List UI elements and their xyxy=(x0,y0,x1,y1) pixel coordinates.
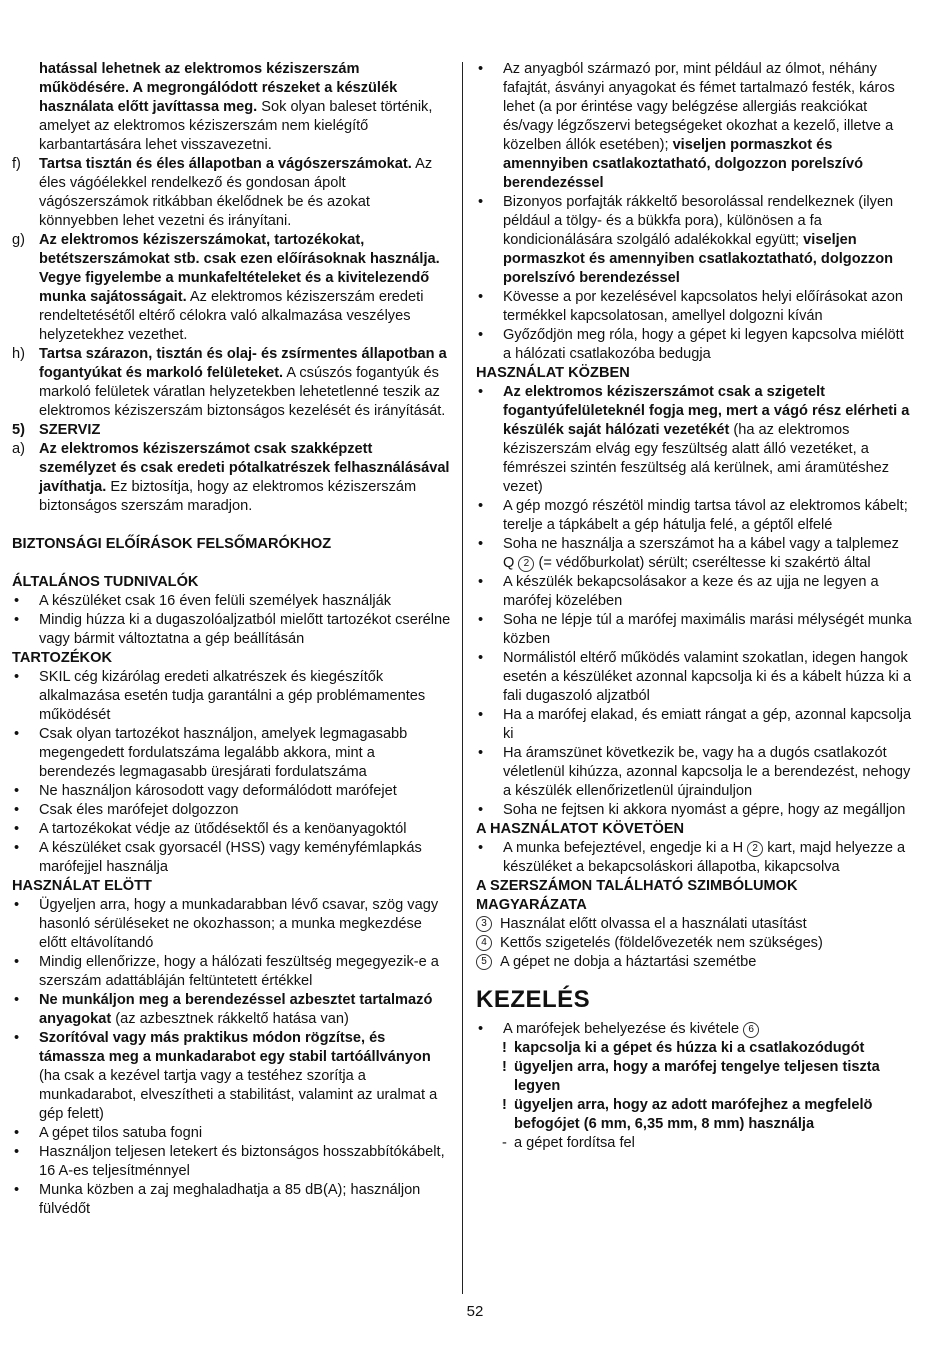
symbol-item: 5 A gépet ne dobja a háztartási szemétbe xyxy=(476,953,912,972)
exclamation-icon: ! xyxy=(502,1059,507,1075)
before-use-heading: HASZNÁLAT ELÖTT xyxy=(12,878,152,894)
list-item: • A marófejek behelyezése és kivétele 6 xyxy=(476,1020,912,1039)
symbol-item: 3 Használat előtt olvassa el a használati utasítást xyxy=(476,915,912,934)
list-item: • Bizonyos porfajták rákkeltő besorolással rendelkeznek (ilyen például a tölgy- és a bükkfa pora), különösen a fa kondicionálására szolgáló adalékokkal együtt; viseljen pormaszkot és amennyiben csatlakoztatható, dolgozzon porelszívó berendezéssel xyxy=(476,193,912,288)
warning-item: ! kapcsolja ki a gépet és húzza ki a csatlakozódugót xyxy=(502,1040,865,1056)
general-heading: ÁLTALÁNOS TUDNIVALÓK xyxy=(12,574,199,590)
list-item: • A gépet tilos satuba fogni xyxy=(12,1124,452,1143)
figure-reference-6: 6 xyxy=(743,1022,759,1038)
list-item: • A készüléket csak gyorsacél (HSS) vagy keményfémlapkás marófejjel használja xyxy=(12,839,452,877)
page-number: 52 xyxy=(466,1303,484,1320)
safety-heading: BIZTONSÁGI ELŐÍRÁSOK FELSŐMARÓKHOZ xyxy=(12,536,332,552)
accessories-heading: TARTOZÉKOK xyxy=(12,650,112,666)
list-item: • SKIL cég kizárólag eredeti alkatrészek és kiegészítők alkalmazása esetén tudja garantálni a gép problémamentes működését xyxy=(12,668,452,725)
list-item: • Ne használjon károsodott vagy deformálódott marófejet xyxy=(12,782,452,801)
service-heading: 5) SZERVIZ xyxy=(12,422,101,438)
list-item: • Az elektromos kéziszerszámot csak a szigetelt fogantyúfelületeknél fogja meg, mert a vágó rész elérheti a készülék saját hálózati vezetékét (ha az elektromos kéziszerszám elvág egy feszültség alatt álló vezetéket, a fémrészei szintén feszültség alá kerülnek, ami áramütéshez vezet) xyxy=(476,383,912,497)
list-item: • Az anyagból származó por, mint például az ólmot, néhány fafajtát, ásványi anyagokat és fémet tartalmazó festék, káros lehet (a por érintése vagy belégzése allergiás reakciókat és/vagy légzőszervi betegségeket okozhat a kezelő, illetve a közelben állók esetében); viseljen pormaszkot és amennyiben csatlakoztatható, dolgozzon porelszívó berendezéssel xyxy=(476,60,912,193)
list-item: • Kövesse a por kezelésével kapcsolatos helyi előírásokat azon termékkel kapcsolatosan, amellyel dolgozni kíván xyxy=(476,288,912,326)
list-item: • Ügyeljen arra, hogy a munkadarabban lévő csavar, szög vagy hasonló sérüléseket ne okozhasson; a munka megkezdése előtt eltávolítandó xyxy=(12,896,452,953)
list-item: • Szorítóval vagy más praktikus módon rögzítse, és támassza meg a munkadarabot egy stabil tartóállványon (ha csak a kezével tartja vagy a testéhez szorítja a munkadarabot, elveszítheti a stabilitást, valamint az uralmat a gép felett) xyxy=(12,1029,452,1124)
list-item: • Mindig húzza ki a dugaszolóaljzatból mielőtt tartozékot cserélne vagy bármit változtatna a gép beállításán xyxy=(12,611,452,649)
during-use-heading: HASZNÁLAT KÖZBEN xyxy=(476,365,630,381)
step-item: - a gépet fordítsa fel xyxy=(502,1135,635,1151)
warning-item: ! ügyeljen arra, hogy az adott marófejhez a megfelelö befogójet (6 mm, 6,35 mm, 8 mm) használja xyxy=(502,1097,873,1132)
list-item: • A készüléket csak 16 éven felüli személyek használják xyxy=(12,592,452,611)
symbol-item: 4 Kettős szigetelés (földelővezeték nem szükséges) xyxy=(476,934,912,953)
symbols-heading: A SZERSZÁMON TALÁLHATÓ SZIMBÓLUMOK MAGYARÁZATA xyxy=(476,878,798,913)
after-use-heading: A HASZNÁLATOT KÖVETÖEN xyxy=(476,821,685,837)
list-item: • Csak olyan tartozékot használjon, amelyek legmagasabb megengedett fordulatszáma legalább akkora, mint a berendezés legmagasabb üresjárati fordulatszáma xyxy=(12,725,452,782)
list-item: • Győződjön meg róla, hogy a gépet ki legyen kapcsolva miélött a hálózati csatlakozóba bedugja xyxy=(476,326,912,364)
list-item: • Mindig ellenőrizze, hogy a hálózati feszültség megegyezik-e a szerszám adattábláján feltüntetett értékkel xyxy=(12,953,452,991)
exclamation-icon: ! xyxy=(502,1097,507,1113)
rule-f: f) Tartsa tisztán és éles állapotban a vágószerszámokat. Az éles vágóélekkel rendelkező és gondosan ápolt vágószerszámok ritkábban ékelődnek be és azokat könnyebben lehet vezetni és irányítani. xyxy=(12,156,433,229)
list-item: • A munka befejeztével, engedje ki a H 2 kart, majd helyezze a készüléket a bekapcsoláskori állapotba, kikapcsolva xyxy=(476,839,912,877)
intro-paragraph: hatással lehetnek az elektromos kéziszerszám működésére. A megrongálódott részeket a készülék használata előtt javíttassa meg. Sok olyan baleset történik, amelyet az elektromos kéziszerszám nem kielégítő karbantartására lehet visszavezetni. xyxy=(39,61,433,153)
list-item: • Ha áramszünet következik be, vagy ha a dugós csatlakozót véletlenül kihúzza, azonnal kapcsolja le a berendezést, nehogy a készülék ellenőrizetlenül újrainduljon xyxy=(476,744,912,801)
list-item: • Soha ne fejtsen ki akkora nyomást a gépre, hogy az megálljon xyxy=(476,801,912,820)
list-item: • Soha ne lépje túl a marófej maximális marási mélységét munka közben xyxy=(476,611,912,649)
list-item: • Munka közben a zaj meghaladhatja a 85 dB(A); használjon fülvédőt xyxy=(12,1181,452,1219)
column-divider xyxy=(462,62,463,1294)
list-item: • A készülék bekapcsolásakor a keze és az ujja ne legyen a marófej közelében xyxy=(476,573,912,611)
service-rule-a: a) Az elektromos kéziszerszámot csak szakképzett személyzet és csak eredeti pótalkatrészek felhasználásával javíthatja. Ez biztosítja, hogy az elektromos kéziszerszám biztonságos szerszám maradjon. xyxy=(12,441,450,514)
figure-reference-icon: 3 xyxy=(476,916,492,932)
left-column xyxy=(12,60,452,1219)
figure-reference-icon: 4 xyxy=(476,935,492,951)
rule-g: g) Az elektromos kéziszerszámokat, tartozékokat, betétszerszámokat stb. csak ezen előírásoknak használja. Vegye figyelembe a munkafeltételeket és a kivitelezendő munka sajátosságait. Az elektromos kéziszerszám eredeti rendeltetésétől eltérő célokra való alkalmazása veszélyes helyzetekhez vezethet. xyxy=(12,232,440,343)
list-item: • Csak éles marófejet dolgozzon xyxy=(12,801,452,820)
list-item: • Ne munkáljon meg a berendezéssel azbesztet tartalmazó anyagokat (az azbesztnek rákkeltő hatása van) xyxy=(12,991,452,1029)
list-item: • A tartozékokat védje az ütődésektől és a kenöanyagoktól xyxy=(12,820,452,839)
list-item: • Használjon teljesen letekert és biztonságos hosszabbítókábelt, 16 A-es teljesítménnyel xyxy=(12,1143,452,1181)
warning-item: ! ügyeljen arra, hogy a marófej tengelye teljesen tiszta legyen xyxy=(502,1059,880,1094)
exclamation-icon: ! xyxy=(502,1040,507,1056)
list-item: • Soha ne használja a szerszámot ha a kábel vagy a talplemez Q 2 (= védőburkolat) sérült; cseréltesse ki szakértö által xyxy=(476,535,912,573)
list-item: • Normálistól eltérő működés valamint szokatlan, idegen hangok esetén a készüléket azonnal kapcsolja ki és a kábelt húzza ki a fali dugaszoló aljzatból xyxy=(476,649,912,706)
list-item: • A gép mozgó részétöl mindig tartsa távol az elektromos kábelt; terelje a tápkábelt a gép hátulja felé, a géptől elfelé xyxy=(476,497,912,535)
list-item: • Ha a marófej elakad, és emiatt rángat a gép, azonnal kapcsolja ki xyxy=(476,706,912,744)
rule-h: h) Tartsa szárazon, tisztán és olaj- és zsírmentes állapotban a fogantyúkat és markoló felületeket. A csúszós fogantyúk és markoló felületek váratlan helyzetekben lehetetlenné teszik az elektromos kéziszerszám biztonságos kezelését és irányítását. xyxy=(12,346,447,419)
figure-reference-2: 2 xyxy=(518,556,534,572)
figure-reference-2: 2 xyxy=(747,841,763,857)
figure-reference-icon: 5 xyxy=(476,954,492,970)
kezeles-title: KEZELÉS xyxy=(476,986,591,1013)
right-column xyxy=(476,60,912,1153)
